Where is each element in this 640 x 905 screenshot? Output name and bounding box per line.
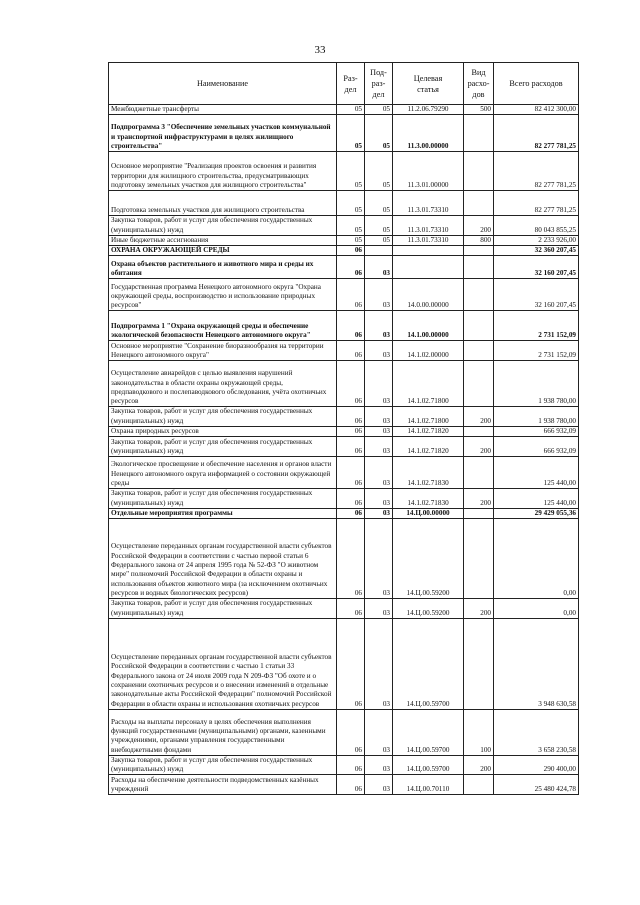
row-name-cell: Подпрограмма 3 "Обеспечение земельных участков коммунальной и транспортной инфраструктурами в целях жилищного строительства" [109,115,337,152]
header-razdel: Раз- дел [337,63,365,105]
row-razdel-cell: 06 [337,618,365,709]
row-celevaya-cell [393,256,464,279]
row-podrazdel-cell: 03 [365,709,393,755]
table-row [109,755,579,775]
row-vid-cell: 200 [464,216,494,236]
row-vid-cell [464,256,494,279]
table-row [109,407,579,427]
row-podrazdel-cell: 05 [365,191,393,216]
row-razdel-cell: 06 [337,489,365,509]
row-total-cell: 82 277 781,25 [494,191,579,216]
row-podrazdel-cell: 03 [365,256,393,279]
row-podrazdel-cell: 03 [365,618,393,709]
row-name-cell: Осуществление переданных органам государственной власти субъектов Российской Федерации в соответствии с частью 1 статьи 33 Федерального закона от 24 июля 2009 года N 209-ФЗ "Об охоте и о сохранении охотничьих ресурсов и о внесении изменений в отдельные законодательные акты Российской Федерации" полномочий Российской Федерации в области охраны и использования охотничьих ресурсов [109,618,337,709]
row-vid-cell: 200 [464,437,494,457]
row-celevaya-cell: 14.1.02.71830 [393,489,464,509]
row-vid-cell [464,519,494,599]
row-total-cell: 82 412 300,00 [494,105,579,115]
table-row [109,341,579,361]
row-name-cell: Расходы на выплаты персоналу в целях обеспечения выполнения функций государственными (муниципальными) органами, казенными учреждениями, органами управления государственными внебюджетными фондами [109,709,337,755]
row-total-cell: 666 932,09 [494,427,579,437]
row-vid-cell [464,341,494,361]
row-name-cell: Закупка товаров, работ и услуг для обеспечения государственных (муниципальных) нужд [109,755,337,775]
table-row [109,427,579,437]
row-razdel-cell: 06 [337,427,365,437]
row-celevaya-cell: 14.0.00.00000 [393,279,464,311]
row-vid-cell [464,508,494,518]
row-name-cell: Экологическое просвещение и обеспечение населения и органов власти Ненецкого автономного округа информацией о состоянии окружающей среды [109,457,337,489]
row-name-cell: Расходы на обеспечение деятельности подведомственных казённых учреждений [109,775,337,795]
header-total: Всего расходов [494,63,579,105]
row-vid-cell [464,775,494,795]
row-name-cell: Осуществление переданных органам государственной власти субъектов Российской Федерации в соответствии с частью первой статьи 6 Федерального закона от 24 апреля 1995 года № 52-ФЗ "О животном мире" полномочий Российской Федерации в области охраны и использования объектов животного мира (за исключением охотничьих ресурсов и водных биологических ресурсов) [109,519,337,599]
table-row [109,709,579,755]
row-podrazdel-cell: 03 [365,427,393,437]
row-total-cell: 1 938 780,00 [494,361,579,407]
row-vid-cell [464,427,494,437]
row-celevaya-cell: 14.1.02.71830 [393,457,464,489]
row-razdel-cell: 06 [337,775,365,795]
row-razdel-cell: 05 [337,115,365,152]
row-vid-cell [464,457,494,489]
row-razdel-cell: 05 [337,191,365,216]
table-row [109,235,579,245]
row-celevaya-cell: 14.1.02.71800 [393,407,464,427]
row-vid-cell [464,311,494,341]
row-total-cell: 0,00 [494,599,579,619]
row-podrazdel-cell: 03 [365,489,393,509]
row-name-cell: Закупка товаров, работ и услуг для обеспечения государственных (муниципальных) нужд [109,599,337,619]
row-podrazdel-cell: 03 [365,311,393,341]
row-total-cell: 3 658 230,58 [494,709,579,755]
header-celevaya: Целевая статья [393,63,464,105]
row-vid-cell [464,246,494,256]
row-podrazdel-cell: 03 [365,437,393,457]
table-row [109,599,579,619]
row-celevaya-cell: 14.1.00.00000 [393,311,464,341]
row-name-cell: Межбюджетные трансферты [109,105,337,115]
row-podrazdel-cell: 03 [365,755,393,775]
table-row [109,489,579,509]
row-podrazdel-cell: 05 [365,235,393,245]
header-vid: Вид расхо- дов [464,63,494,105]
row-total-cell: 82 277 781,25 [494,152,579,191]
row-celevaya-cell: 11.3.01.00000 [393,152,464,191]
row-celevaya-cell: 14.Ц.00.59200 [393,599,464,619]
row-name-cell: Осуществление авиарейдов с целью выявления нарушений законодательства в области охраны окружающей среды, предпаводкового и послепаводкового обследования, учёта охотничьих ресурсов [109,361,337,407]
table-row [109,519,579,599]
table-row [109,256,579,279]
row-razdel-cell: 06 [337,457,365,489]
row-name-cell: ОХРАНА ОКРУЖАЮЩЕЙ СРЕДЫ [109,246,337,256]
row-vid-cell: 200 [464,407,494,427]
row-razdel-cell: 06 [337,437,365,457]
table-row [109,105,579,115]
row-name-cell: Подпрограмма 1 "Охрана окружающей среды и обеспечение экологической безопасности Ненецкого автономного округа" [109,311,337,341]
row-podrazdel-cell: 03 [365,599,393,619]
row-name-cell: Охрана природных ресурсов [109,427,337,437]
table-row [109,279,579,311]
row-razdel-cell: 05 [337,235,365,245]
row-total-cell: 2 233 926,00 [494,235,579,245]
row-celevaya-cell: 14.1.02.71820 [393,437,464,457]
row-razdel-cell: 06 [337,709,365,755]
row-celevaya-cell: 14.Ц.00.59700 [393,755,464,775]
row-vid-cell: 800 [464,235,494,245]
row-vid-cell: 100 [464,709,494,755]
row-total-cell: 2 731 152,09 [494,341,579,361]
table-row [109,508,579,518]
row-total-cell: 2 731 152,09 [494,311,579,341]
row-celevaya-cell: 11.2.06.79290 [393,105,464,115]
row-podrazdel-cell: 05 [365,105,393,115]
row-vid-cell [464,279,494,311]
row-razdel-cell: 06 [337,599,365,619]
header-podrazdel: Под- раз- дел [365,63,393,105]
row-razdel-cell: 06 [337,256,365,279]
row-name-cell: Основное мероприятие "Сохранение биоразнообразия на территории Ненецкого автономного округа" [109,341,337,361]
row-podrazdel-cell: 03 [365,341,393,361]
table-body [109,105,579,795]
table-row [109,311,579,341]
row-total-cell: 82 277 781,25 [494,115,579,152]
table-row [109,618,579,709]
row-podrazdel-cell: 05 [365,115,393,152]
row-total-cell: 0,00 [494,519,579,599]
row-name-cell: Основное мероприятие "Реализация проектов освоения и развития территории для жилищного строительства, предусматривающих подготовку земельных участков для жилищного строительства" [109,152,337,191]
row-celevaya-cell: 14.Ц.00.59700 [393,618,464,709]
row-vid-cell [464,618,494,709]
row-total-cell: 25 480 424,78 [494,775,579,795]
row-celevaya-cell: 14.Ц.00.59700 [393,709,464,755]
row-name-cell: Отдельные мероприятия программы [109,508,337,518]
row-total-cell: 80 043 855,25 [494,216,579,236]
row-razdel-cell: 06 [337,341,365,361]
row-razdel-cell: 05 [337,152,365,191]
row-podrazdel-cell: 03 [365,508,393,518]
table-row [109,115,579,152]
row-podrazdel-cell: 03 [365,407,393,427]
row-total-cell: 3 948 630,58 [494,618,579,709]
row-total-cell: 32 360 207,45 [494,246,579,256]
row-name-cell: Закупка товаров, работ и услуг для обеспечения государственных (муниципальных) нужд [109,489,337,509]
table-row [109,246,579,256]
row-total-cell: 1 938 780,00 [494,407,579,427]
row-celevaya-cell: 11.3.00.00000 [393,115,464,152]
row-celevaya-cell: 11.3.01.73310 [393,235,464,245]
row-razdel-cell: 06 [337,508,365,518]
table-row [109,437,579,457]
row-razdel-cell: 06 [337,246,365,256]
row-razdel-cell: 06 [337,755,365,775]
row-podrazdel-cell: 03 [365,775,393,795]
row-razdel-cell: 06 [337,311,365,341]
row-razdel-cell: 05 [337,216,365,236]
row-vid-cell [464,191,494,216]
row-razdel-cell: 05 [337,105,365,115]
row-name-cell: Закупка товаров, работ и услуг для обеспечения государственных (муниципальных) нужд [109,216,337,236]
row-name-cell: Иные бюджетные ассигнования [109,235,337,245]
row-name-cell: Государственная программа Ненецкого автономного округа "Охрана окружающей среды, воспроизводство и использование природных ресурсов" [109,279,337,311]
row-celevaya-cell: 14.Ц.00.70110 [393,775,464,795]
row-razdel-cell: 06 [337,407,365,427]
row-razdel-cell: 06 [337,279,365,311]
row-celevaya-cell: 11.3.01.73310 [393,191,464,216]
row-name-cell: Подготовка земельных участков для жилищного строительства [109,191,337,216]
table-row [109,191,579,216]
row-celevaya-cell: 11.3.01.73310 [393,216,464,236]
row-razdel-cell: 06 [337,519,365,599]
row-podrazdel-cell: 05 [365,216,393,236]
row-vid-cell: 500 [464,105,494,115]
row-vid-cell: 200 [464,755,494,775]
row-podrazdel-cell: 03 [365,361,393,407]
row-total-cell: 32 160 207,45 [494,256,579,279]
row-vid-cell: 200 [464,599,494,619]
row-celevaya-cell: 14.Ц.00.59200 [393,519,464,599]
table-row [109,216,579,236]
row-vid-cell [464,115,494,152]
row-total-cell: 125 440,00 [494,457,579,489]
row-podrazdel-cell [365,246,393,256]
budget-table [108,62,579,795]
row-total-cell: 666 932,09 [494,437,579,457]
row-celevaya-cell: 14.1.02.71800 [393,361,464,407]
row-name-cell: Закупка товаров, работ и услуг для обеспечения государственных (муниципальных) нужд [109,407,337,427]
row-podrazdel-cell: 03 [365,279,393,311]
table-row [109,152,579,191]
table-row [109,457,579,489]
row-total-cell: 290 400,00 [494,755,579,775]
row-celevaya-cell: 14.1.02.00000 [393,341,464,361]
row-vid-cell [464,152,494,191]
row-podrazdel-cell: 03 [365,457,393,489]
table-row [109,775,579,795]
row-total-cell: 32 160 207,45 [494,279,579,311]
row-celevaya-cell: 14.Ц.00.00000 [393,508,464,518]
row-podrazdel-cell: 05 [365,152,393,191]
row-total-cell: 125 440,00 [494,489,579,509]
row-celevaya-cell [393,246,464,256]
table-header-row [109,63,579,105]
row-total-cell: 29 429 055,36 [494,508,579,518]
row-celevaya-cell: 14.1.02.71820 [393,427,464,437]
page-number: 33 [314,44,326,56]
row-vid-cell: 200 [464,489,494,509]
row-name-cell: Закупка товаров, работ и услуг для обеспечения государственных (муниципальных) нужд [109,437,337,457]
row-podrazdel-cell: 03 [365,519,393,599]
row-vid-cell [464,361,494,407]
header-name: Наименование [109,63,337,105]
row-razdel-cell: 06 [337,361,365,407]
table-row [109,361,579,407]
row-name-cell: Охрана объектов растительного и животного мира и среды их обитания [109,256,337,279]
